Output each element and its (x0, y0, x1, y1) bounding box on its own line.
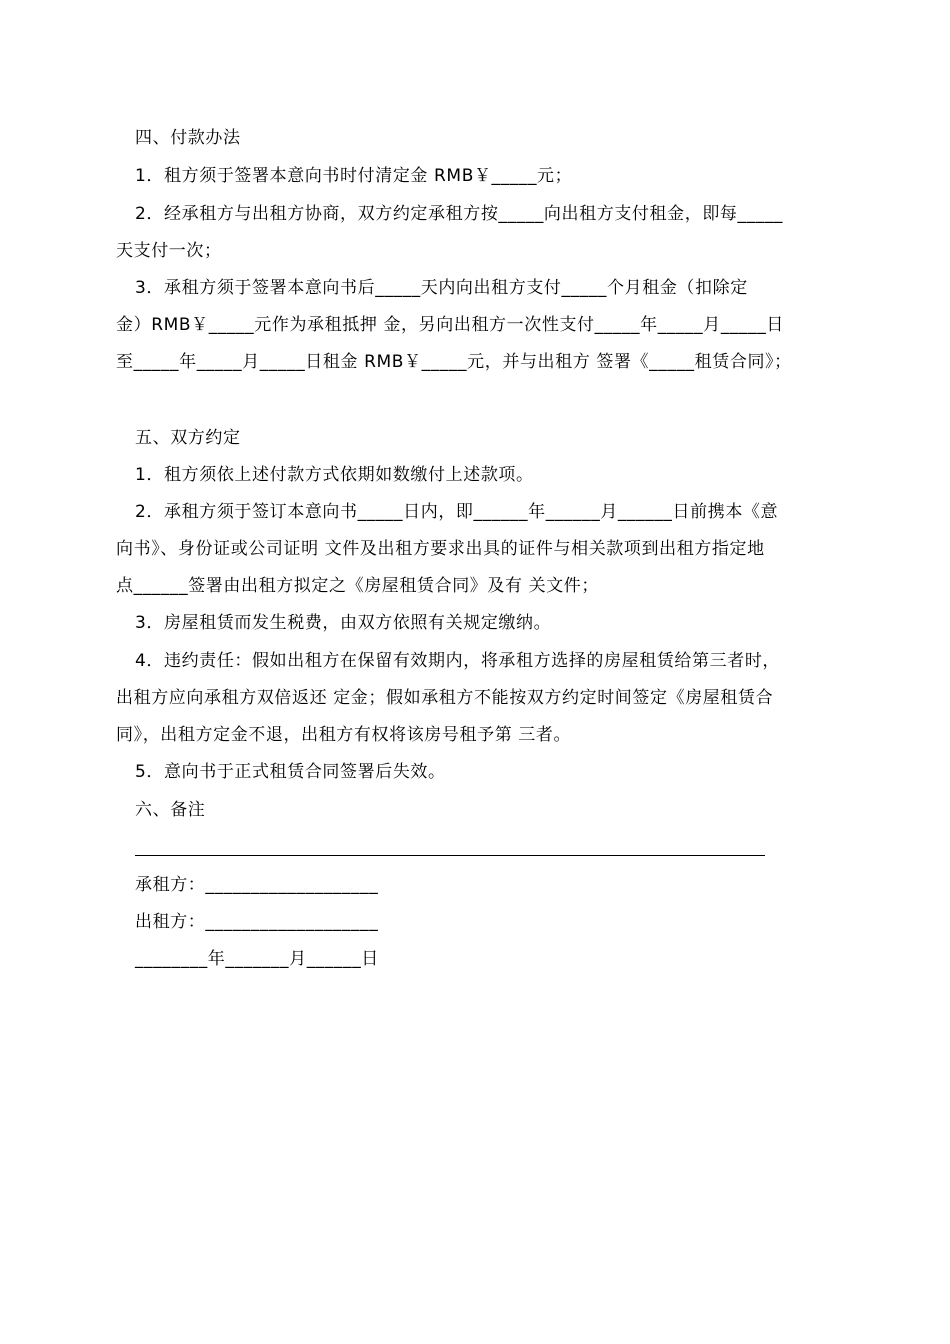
clause-5-2-line-1: 2．承租方须于签订本意向书_____日内，即______年______月______日前携本《意 (135, 502, 779, 522)
clause-4-1: 1．租方须于签署本意向书时付清定金 RMB￥_____元； (135, 166, 573, 186)
signature-date-line: ________年_______月______日 (135, 949, 379, 969)
clause-5-5: 5．意向书于正式租赁合同签署后失效。 (135, 762, 446, 782)
clause-5-3: 3．房屋租赁而发生税费，由双方依照有关规定缴纳。 (135, 613, 552, 633)
clause-4-3-line-1: 3．承租方须于签署本意向书后_____天内向出租方支付_____个月租金（扣除定 (135, 278, 748, 298)
clause-5-2-line-3: 点______签署由出租方拟定之《房屋租赁合同》及有 关文件； (116, 576, 600, 596)
lessor-signature-line: 出租方：___________________ (135, 912, 379, 932)
section-5-heading: 五、双方约定 (135, 428, 241, 448)
clause-5-4-line-1: 4．违约责任：假如出租方在保留有效期内，将承租方选择的房屋租赁给第三者时， (135, 651, 781, 671)
clause-5-2-line-2: 向书》、身份证或公司证明 文件及出租方要求出具的证件与相关款项到出租方指定地 (116, 539, 765, 559)
clause-5-4-line-3: 同》，出租方定金不退，出租方有权将该房号租予第 三者。 (116, 725, 572, 745)
clause-4-3-line-3: 至_____年_____月_____日租金 RMB￥_____元，并与出租方 签署《_____租赁合同》； (116, 352, 792, 372)
clause-4-2-line-1: 2．经承租方与出租方协商，双方约定承租方按_____向出租方支付租金，即每_____ (135, 204, 784, 224)
clause-5-4-line-2: 出租方应向承租方双倍返还 定金；假如承租方不能按双方约定时间签定《房屋租赁合 (116, 688, 774, 708)
remarks-blank-line (135, 855, 765, 856)
clause-4-2-line-2: 天支付一次； (116, 241, 222, 261)
lessee-signature-line: 承租方：___________________ (135, 875, 379, 895)
section-6-heading: 六、备注 (135, 800, 206, 820)
clause-4-3-line-2: 金）RMB￥_____元作为承租抵押 金，另向出租方一次性支付_____年_____月_____日 (116, 315, 784, 335)
section-4-heading: 四、付款办法 (135, 128, 241, 148)
clause-5-1: 1．租方须依上述付款方式依期如数缴付上述款项。 (135, 465, 534, 485)
